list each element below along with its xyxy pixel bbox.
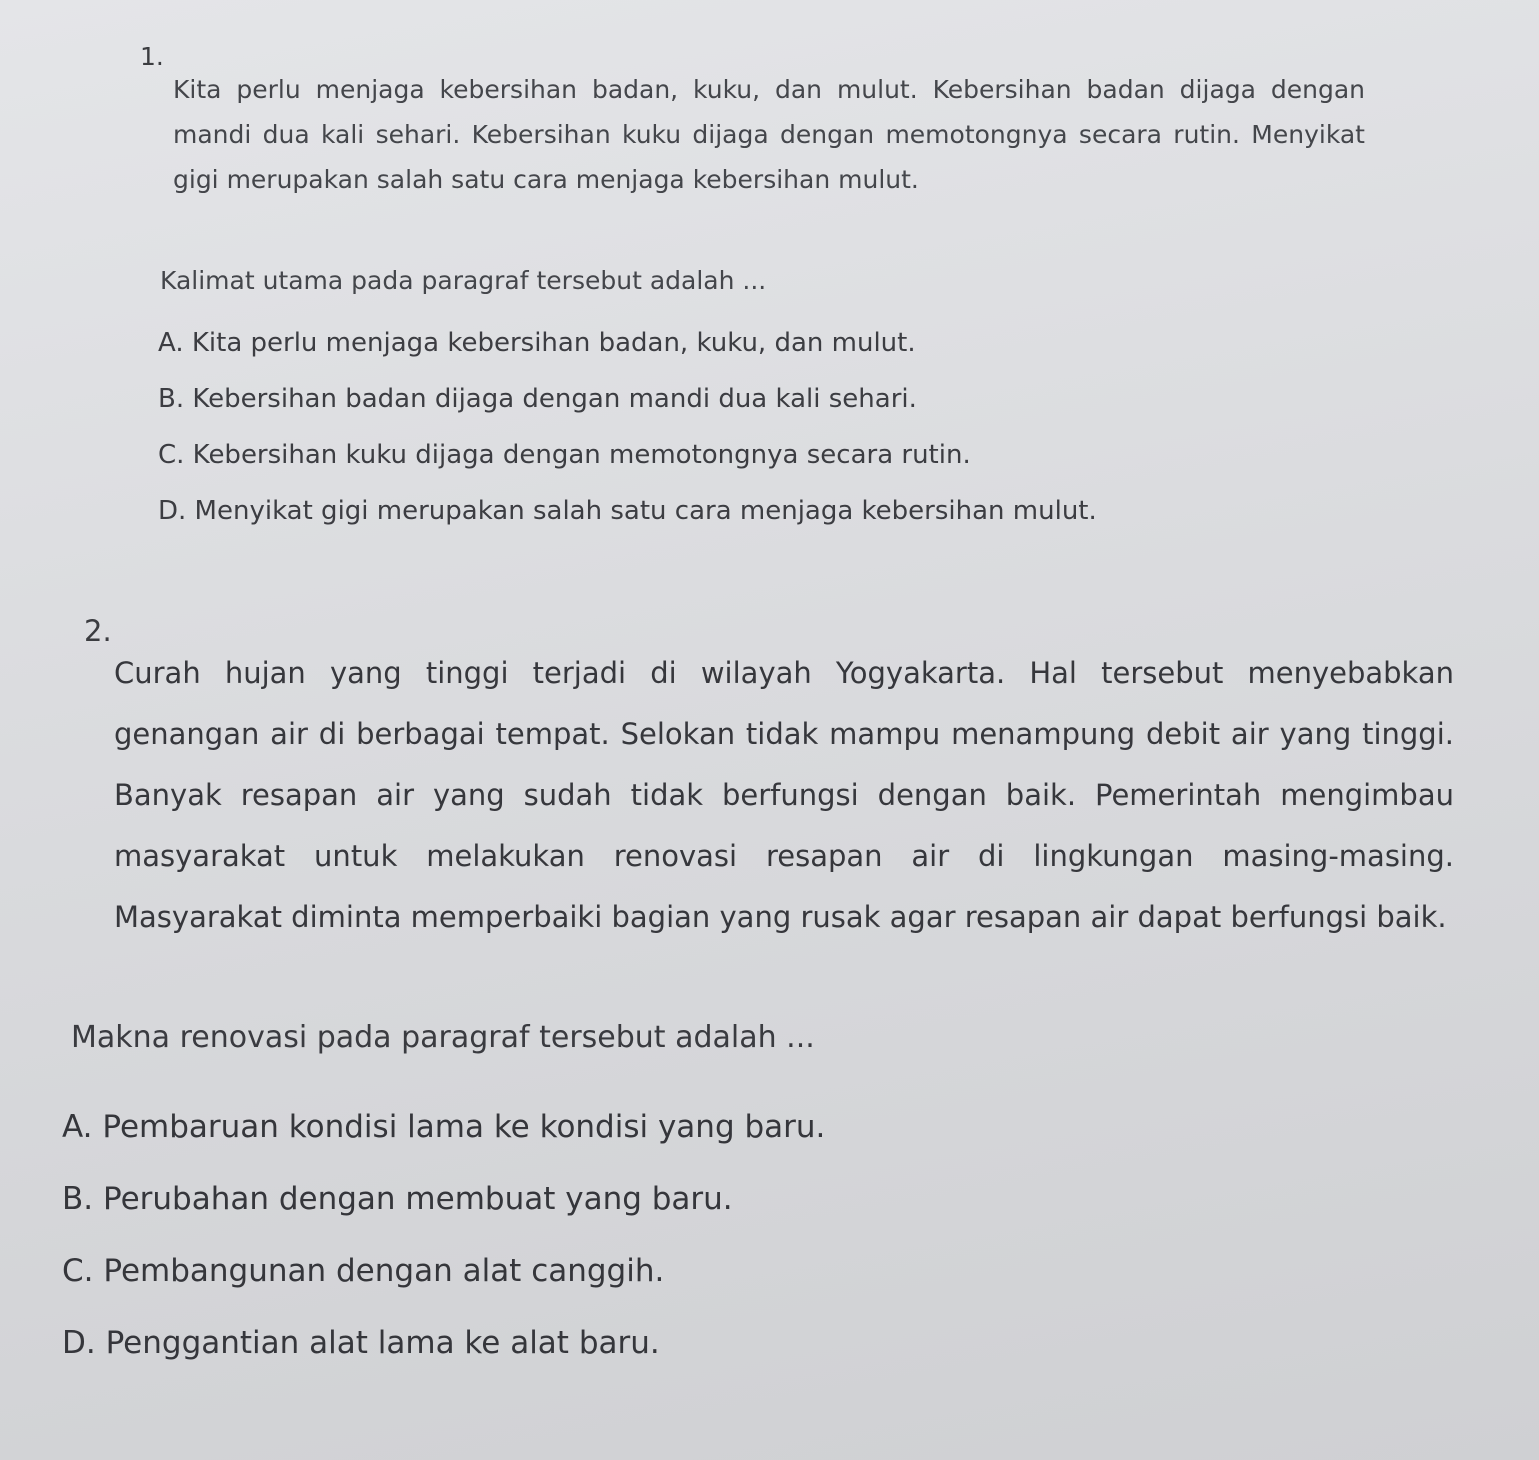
question-1-prompt: Kalimat utama pada paragraf tersebut adalah ...: [160, 266, 767, 295]
question-1-option-b: B. Kebersihan badan dijaga dengan mandi dua kali sehari.: [158, 384, 917, 414]
question-1: [140, 42, 1365, 539]
question-2-option-a: A. Pembaruan kondisi lama ke kondisi yang baru.: [62, 1109, 826, 1145]
question-2-prompt: Makna renovasi pada paragraf tersebut adalah ...: [71, 1020, 815, 1055]
question-2-number: 2.: [84, 614, 112, 648]
question-1-number: 1.: [140, 42, 164, 71]
question-1-option-d: D. Menyikat gigi merupakan salah satu cara menjaga kebersihan mulut.: [158, 496, 1097, 526]
question-2-option-c: C. Pembangunan dengan alat canggih.: [62, 1253, 665, 1289]
question-2-paragraph: Curah hujan yang tinggi terjadi di wilayah Yogyakarta. Hal tersebut menyebabkan genangan air di berbagai tempat. Selokan tidak mampu menampung debit air yang tinggi. Banyak resapan air yang sudah tidak berfungsi dengan baik. Pemerintah mengimbau masyarakat untuk melakukan renovasi resapan air di lingkungan masing-masing. Masyarakat diminta memperbaiki bagian yang rusak agar resapan air dapat berfungsi baik.: [114, 656, 1454, 934]
question-1-option-a: A. Kita perlu menjaga kebersihan badan, kuku, dan mulut.: [158, 328, 916, 358]
question-2-option-b: B. Perubahan dengan membuat yang baru.: [62, 1181, 733, 1217]
question-1-paragraph: Kita perlu menjaga kebersihan badan, kuku, dan mulut. Kebersihan badan dijaga dengan mandi dua kali sehari. Kebersihan kuku dijaga dengan memotongnya secara rutin. Menyikat gigi merupakan salah satu cara menjaga kebersihan mulut.: [173, 75, 1365, 194]
question-2: [62, 614, 1454, 1379]
question-1-options: [158, 315, 1365, 539]
question-2-option-d: D. Penggantian alat lama ke alat baru.: [62, 1325, 660, 1361]
question-2-options: [62, 1091, 1454, 1379]
question-1-option-c: C. Kebersihan kuku dijaga dengan memotongnya secara rutin.: [158, 440, 971, 470]
